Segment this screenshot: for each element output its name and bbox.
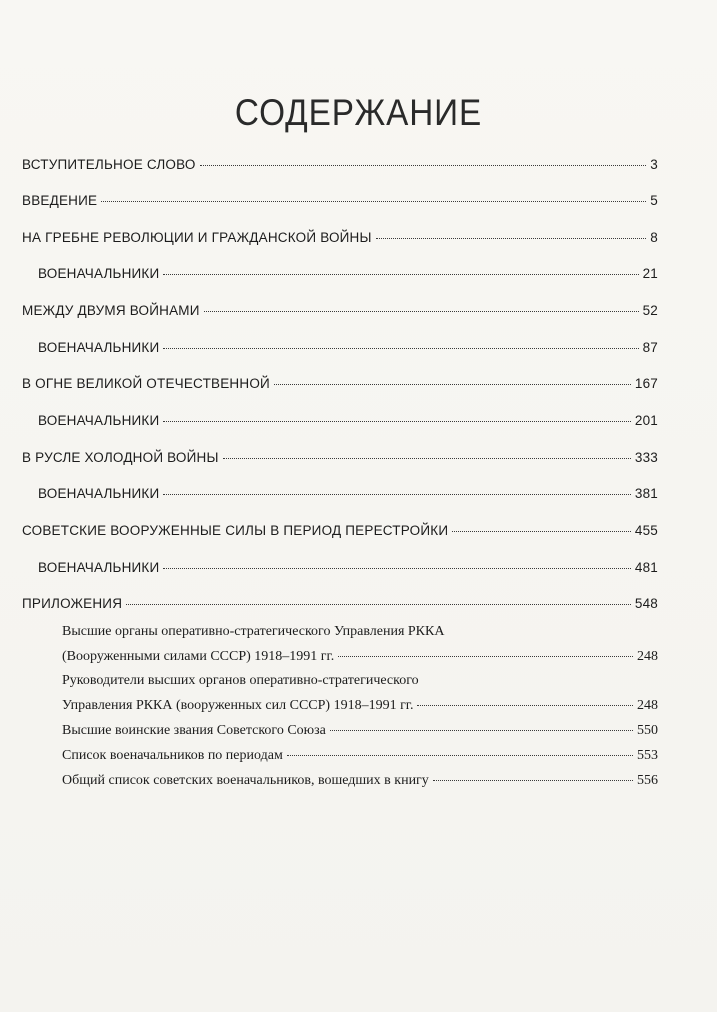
toc-entry-label: ВОЕНАЧАЛЬНИКИ <box>38 413 160 428</box>
dot-leader <box>287 755 633 756</box>
toc-subentry-commanders <box>38 340 658 355</box>
dot-leader <box>376 238 647 239</box>
toc-entry-label: ВВЕДЕНИЕ <box>22 193 98 208</box>
toc-entry-introduction <box>22 193 658 208</box>
toc-entry-label: ВОЕНАЧАЛЬНИКИ <box>38 486 160 501</box>
toc-entry-label: Общий список советских военачальников, вошедших в книгу <box>62 773 429 788</box>
toc-page-number: 455 <box>634 523 658 538</box>
dot-leader <box>452 531 631 532</box>
dot-leader <box>163 494 630 495</box>
toc-entry-label: МЕЖДУ ДВУМЯ ВОЙНАМИ <box>22 303 200 318</box>
appendix-entry-ranks <box>62 723 658 739</box>
toc-entry-revolution <box>22 230 658 245</box>
toc-page-number: 481 <box>634 560 658 575</box>
appendix-entry-list-by-period <box>62 748 658 764</box>
appendix-entry-line: Руководители высших органов оперативно-стратегического <box>62 673 419 688</box>
appendix-entry-rkka-organs <box>62 649 658 665</box>
toc-entry-great-patriotic <box>22 376 658 391</box>
toc-page-number: 248 <box>637 649 658 664</box>
toc-page-number: 201 <box>634 413 658 428</box>
toc-entry-perestroika <box>22 523 658 538</box>
toc-entry-label: В ОГНЕ ВЕЛИКОЙ ОТЕЧЕСТВЕННОЙ <box>22 376 270 391</box>
toc-entry-label: (Вооруженными силами СССР) 1918–1991 гг. <box>62 649 335 664</box>
toc-entry-cold-war <box>22 450 658 465</box>
toc-page-number: 548 <box>634 596 658 611</box>
dot-leader <box>163 421 630 422</box>
dot-leader <box>433 780 633 781</box>
toc-subentry-commanders <box>38 266 658 281</box>
dot-leader <box>101 201 646 202</box>
toc-page-number: 333 <box>634 450 658 465</box>
toc-page-number: 52 <box>642 303 658 318</box>
toc-page-number: 556 <box>637 773 658 788</box>
dot-leader <box>200 165 647 166</box>
toc-entry-label: СОВЕТСКИЕ ВООРУЖЕННЫЕ СИЛЫ В ПЕРИОД ПЕРЕСТРОЙКИ <box>22 523 449 538</box>
dot-leader <box>163 274 638 275</box>
toc-entry-label: ПРИЛОЖЕНИЯ <box>22 596 123 611</box>
toc-entry-label: НА ГРЕБНЕ РЕВОЛЮЦИИ И ГРАЖДАНСКОЙ ВОЙНЫ <box>22 230 372 245</box>
dot-leader <box>126 604 631 605</box>
toc-entry-label: ВОЕНАЧАЛЬНИКИ <box>38 560 160 575</box>
toc-page-number: 8 <box>650 230 658 245</box>
toc-page-number: 167 <box>634 376 658 391</box>
toc-page-number: 381 <box>634 486 658 501</box>
dot-leader <box>223 458 631 459</box>
appendix-entry-line: Высшие органы оперативно-стратегического Управления РККА <box>62 624 445 639</box>
toc-entry-label: ВОЕНАЧАЛЬНИКИ <box>38 266 160 281</box>
toc-page-number: 21 <box>642 266 658 281</box>
dot-leader <box>338 656 633 657</box>
dot-leader <box>417 705 633 706</box>
toc-page-number: 550 <box>637 723 658 738</box>
toc-entry-label: В РУСЛЕ ХОЛОДНОЙ ВОЙНЫ <box>22 450 219 465</box>
dot-leader <box>204 311 639 312</box>
toc-subentry-commanders <box>38 486 658 501</box>
dot-leader <box>163 348 638 349</box>
page-title: СОДЕРЖАНИЕ <box>234 92 483 133</box>
appendix-entry-rkka-heads <box>62 698 658 714</box>
dot-leader <box>330 730 633 731</box>
toc-subentry-commanders <box>38 560 658 575</box>
toc-page-number: 5 <box>650 193 658 208</box>
toc-entry-label: Список военачальников по периодам <box>62 748 283 763</box>
toc-page-number: 248 <box>637 698 658 713</box>
toc-entry-appendices <box>22 596 658 611</box>
toc-entry-label: ВОЕНАЧАЛЬНИКИ <box>38 340 160 355</box>
toc-entry-label: ВСТУПИТЕЛЬНОЕ СЛОВО <box>22 157 196 172</box>
toc-entry-intro-word <box>22 157 658 172</box>
toc-page-number: 87 <box>642 340 658 355</box>
toc-page-number: 553 <box>637 748 658 763</box>
toc-entry-label: Управления РККА (вооруженных сил СССР) 1918–1991 гг. <box>62 698 414 713</box>
appendix-entry-general-list <box>62 773 658 789</box>
dot-leader <box>274 384 631 385</box>
toc-subentry-commanders <box>38 413 658 428</box>
dot-leader <box>163 568 630 569</box>
toc-entry-interwar <box>22 303 658 318</box>
toc-page-number: 3 <box>650 157 658 172</box>
toc-entry-label: Высшие воинские звания Советского Союза <box>62 723 326 738</box>
